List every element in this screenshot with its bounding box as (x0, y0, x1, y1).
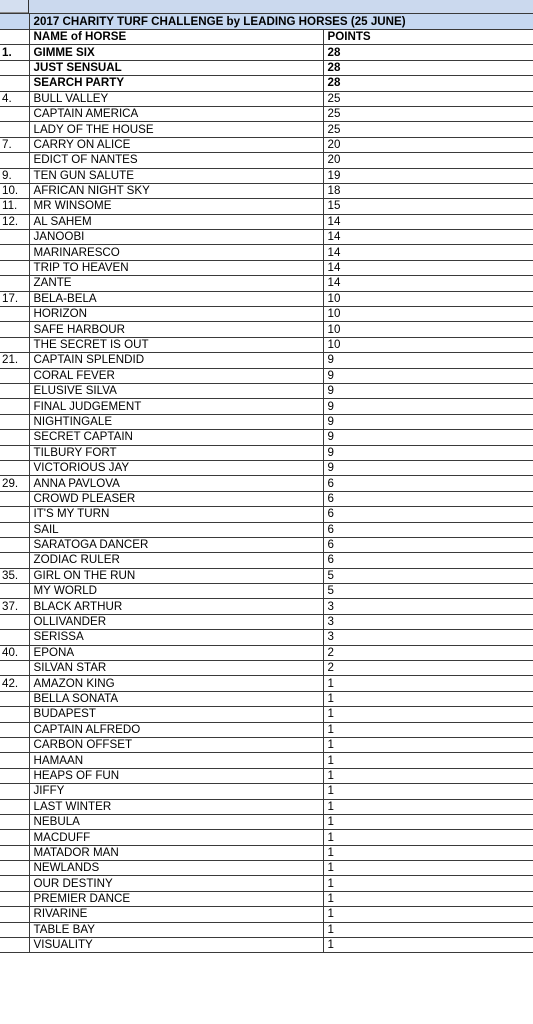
horse-name-cell[interactable]: CORAL FEVER (29, 368, 323, 383)
position-cell[interactable]: 42. (0, 676, 29, 691)
horse-name-cell[interactable]: EPONA (29, 645, 323, 660)
horse-name-cell[interactable]: TILBURY FORT (29, 445, 323, 460)
points-cell[interactable]: 1 (323, 907, 533, 922)
standings-table (0, 13, 533, 953)
table-row (0, 938, 533, 953)
points-cell[interactable]: 1 (323, 784, 533, 799)
horse-name-cell[interactable]: AFRICAN NIGHT SKY (29, 183, 323, 198)
points-cell[interactable]: 10 (323, 291, 533, 306)
table-row (0, 168, 533, 183)
points-cell[interactable]: 9 (323, 368, 533, 383)
points-cell[interactable]: 28 (323, 45, 533, 60)
points-cell[interactable]: 1 (323, 830, 533, 845)
position-cell[interactable]: 29. (0, 476, 29, 491)
sheet-top-strip (0, 0, 533, 13)
position-cell[interactable] (0, 76, 29, 91)
horse-name-cell[interactable]: MATADOR MAN (29, 845, 323, 860)
position-cell[interactable] (0, 322, 29, 337)
table-row (0, 214, 533, 229)
position-cell[interactable] (0, 368, 29, 383)
position-cell[interactable] (0, 230, 29, 245)
position-cell[interactable]: 4. (0, 91, 29, 106)
horse-name-cell[interactable]: EDICT OF NANTES (29, 153, 323, 168)
header-blank-cell[interactable] (0, 30, 29, 45)
points-cell[interactable]: 15 (323, 199, 533, 214)
points-cell[interactable]: 28 (323, 60, 533, 75)
points-cell[interactable]: 9 (323, 414, 533, 429)
points-cell[interactable]: 1 (323, 676, 533, 691)
points-cell[interactable]: 9 (323, 460, 533, 475)
horse-name-cell[interactable]: TRIP TO HEAVEN (29, 260, 323, 275)
table-row (0, 122, 533, 137)
points-cell[interactable]: 1 (323, 753, 533, 768)
points-cell[interactable]: 1 (323, 722, 533, 737)
standings-body (0, 14, 533, 953)
table-row (0, 676, 533, 691)
horse-name-cell[interactable]: HEAPS OF FUN (29, 768, 323, 783)
table-row (0, 91, 533, 106)
points-cell[interactable]: 5 (323, 584, 533, 599)
points-cell[interactable]: 10 (323, 337, 533, 352)
table-row (0, 383, 533, 398)
horse-name-cell[interactable]: MY WORLD (29, 584, 323, 599)
points-cell[interactable]: 25 (323, 122, 533, 137)
table-row (0, 276, 533, 291)
points-cell[interactable]: 10 (323, 307, 533, 322)
table-row (0, 707, 533, 722)
table-row (0, 307, 533, 322)
points-cell[interactable]: 25 (323, 91, 533, 106)
table-row (0, 430, 533, 445)
title-cell-cap (28, 0, 533, 13)
horse-name-cell[interactable]: GIRL ON THE RUN (29, 568, 323, 583)
points-cell[interactable]: 2 (323, 661, 533, 676)
position-cell[interactable] (0, 922, 29, 937)
table-row (0, 845, 533, 860)
points-cell[interactable]: 6 (323, 522, 533, 537)
horse-name-cell[interactable]: SECRET CAPTAIN (29, 430, 323, 445)
position-cell[interactable] (0, 799, 29, 814)
position-cell[interactable] (0, 276, 29, 291)
horse-name-cell[interactable]: TEN GUN SALUTE (29, 168, 323, 183)
table-row (0, 230, 533, 245)
points-cell[interactable]: 1 (323, 861, 533, 876)
position-cell[interactable] (0, 383, 29, 398)
points-cell[interactable]: 3 (323, 599, 533, 614)
points-cell[interactable]: 1 (323, 876, 533, 891)
horse-name-cell[interactable]: BUDAPEST (29, 707, 323, 722)
horse-name-cell[interactable]: CAPTAIN SPLENDID (29, 353, 323, 368)
position-cell[interactable] (0, 907, 29, 922)
position-cell[interactable] (0, 938, 29, 953)
horse-name-cell[interactable]: MACDUFF (29, 830, 323, 845)
position-cell[interactable] (0, 814, 29, 829)
horse-name-cell[interactable]: SILVAN STAR (29, 661, 323, 676)
table-row (0, 460, 533, 475)
position-cell[interactable] (0, 891, 29, 906)
table-row (0, 799, 533, 814)
title-blank-cell[interactable] (0, 14, 29, 30)
horse-name-cell[interactable]: BLACK ARTHUR (29, 599, 323, 614)
table-row (0, 553, 533, 568)
title-row (0, 14, 533, 30)
table-row (0, 183, 533, 198)
table-row (0, 291, 533, 306)
horse-name-cell[interactable]: NEWLANDS (29, 861, 323, 876)
table-row (0, 445, 533, 460)
points-cell[interactable]: 20 (323, 137, 533, 152)
table-row (0, 353, 533, 368)
table-row (0, 784, 533, 799)
position-cell[interactable] (0, 737, 29, 752)
horse-name-cell[interactable]: IT'S MY TURN (29, 507, 323, 522)
table-row (0, 368, 533, 383)
position-cell[interactable] (0, 691, 29, 706)
position-cell[interactable]: 37. (0, 599, 29, 614)
horse-name-cell[interactable]: SERISSA (29, 630, 323, 645)
horse-name-cell[interactable]: ELUSIVE SILVA (29, 383, 323, 398)
horse-name-cell[interactable]: RIVARINE (29, 907, 323, 922)
table-row (0, 491, 533, 506)
horse-name-cell[interactable]: SARATOGA DANCER (29, 537, 323, 552)
position-cell[interactable] (0, 768, 29, 783)
horse-name-cell[interactable]: ANNA PAVLOVA (29, 476, 323, 491)
position-cell[interactable] (0, 661, 29, 676)
points-cell[interactable]: 9 (323, 383, 533, 398)
table-row (0, 260, 533, 275)
position-cell[interactable]: 12. (0, 214, 29, 229)
position-cell[interactable] (0, 707, 29, 722)
header-name[interactable]: NAME of HORSE (29, 30, 323, 45)
points-cell[interactable]: 1 (323, 922, 533, 937)
position-cell[interactable] (0, 106, 29, 121)
table-row (0, 414, 533, 429)
points-cell[interactable]: 1 (323, 737, 533, 752)
table-row (0, 814, 533, 829)
horse-name-cell[interactable]: NIGHTINGALE (29, 414, 323, 429)
horse-name-cell[interactable]: AL SAHEM (29, 214, 323, 229)
table-row (0, 737, 533, 752)
table-row (0, 907, 533, 922)
points-cell[interactable]: 14 (323, 276, 533, 291)
points-cell[interactable]: 6 (323, 476, 533, 491)
table-row (0, 45, 533, 60)
table-row (0, 322, 533, 337)
table-row (0, 337, 533, 352)
points-cell[interactable]: 28 (323, 76, 533, 91)
position-cell[interactable]: 40. (0, 645, 29, 660)
table-row (0, 661, 533, 676)
horse-name-cell[interactable]: GIMME SIX (29, 45, 323, 60)
table-row (0, 60, 533, 75)
table-row (0, 691, 533, 706)
points-cell[interactable]: 3 (323, 630, 533, 645)
points-cell[interactable]: 10 (323, 322, 533, 337)
points-cell[interactable]: 1 (323, 814, 533, 829)
position-cell[interactable] (0, 630, 29, 645)
points-cell[interactable]: 14 (323, 245, 533, 260)
position-cell[interactable] (0, 445, 29, 460)
table-row (0, 568, 533, 583)
table-row (0, 722, 533, 737)
position-cell[interactable]: 10. (0, 183, 29, 198)
table-row (0, 537, 533, 552)
horse-name-cell[interactable]: SAFE HARBOUR (29, 322, 323, 337)
horse-name-cell[interactable]: CROWD PLEASER (29, 491, 323, 506)
table-row (0, 830, 533, 845)
points-cell[interactable]: 14 (323, 230, 533, 245)
table-row (0, 245, 533, 260)
horse-name-cell[interactable]: SEARCH PARTY (29, 76, 323, 91)
points-cell[interactable]: 9 (323, 430, 533, 445)
points-cell[interactable]: 6 (323, 553, 533, 568)
points-cell[interactable]: 20 (323, 153, 533, 168)
position-cell[interactable] (0, 60, 29, 75)
points-cell[interactable]: 2 (323, 645, 533, 660)
horse-name-cell[interactable]: JUST SENSUAL (29, 60, 323, 75)
horse-name-cell[interactable]: CARRY ON ALICE (29, 137, 323, 152)
position-cell[interactable] (0, 122, 29, 137)
horse-name-cell[interactable]: ZANTE (29, 276, 323, 291)
position-cell[interactable] (0, 507, 29, 522)
points-cell[interactable]: 6 (323, 491, 533, 506)
table-row (0, 753, 533, 768)
position-cell[interactable] (0, 553, 29, 568)
table-row (0, 876, 533, 891)
horse-name-cell[interactable]: JIFFY (29, 784, 323, 799)
table-row (0, 199, 533, 214)
horse-name-cell[interactable]: OLLIVANDER (29, 614, 323, 629)
position-cell[interactable] (0, 584, 29, 599)
horse-name-cell[interactable]: NEBULA (29, 814, 323, 829)
position-cell[interactable]: 9. (0, 168, 29, 183)
points-cell[interactable]: 5 (323, 568, 533, 583)
position-cell[interactable] (0, 430, 29, 445)
position-cell[interactable]: 7. (0, 137, 29, 152)
position-cell[interactable]: 17. (0, 291, 29, 306)
horse-name-cell[interactable]: LADY OF THE HOUSE (29, 122, 323, 137)
position-cell[interactable]: 21. (0, 353, 29, 368)
points-cell[interactable]: 6 (323, 507, 533, 522)
points-cell[interactable]: 1 (323, 845, 533, 860)
horse-name-cell[interactable]: CARBON OFFSET (29, 737, 323, 752)
horse-name-cell[interactable]: BELLA SONATA (29, 691, 323, 706)
position-cell[interactable]: 35. (0, 568, 29, 583)
table-row (0, 630, 533, 645)
horse-name-cell[interactable]: BELA-BELA (29, 291, 323, 306)
table-row (0, 861, 533, 876)
table-row (0, 768, 533, 783)
table-row (0, 891, 533, 906)
points-cell[interactable]: 1 (323, 707, 533, 722)
horse-name-cell[interactable]: CAPTAIN ALFREDO (29, 722, 323, 737)
horse-name-cell[interactable]: BULL VALLEY (29, 91, 323, 106)
sheet-title[interactable]: 2017 CHARITY TURF CHALLENGE by LEADING HORSES (25 JUNE) (29, 14, 533, 30)
position-cell[interactable] (0, 861, 29, 876)
table-row (0, 922, 533, 937)
position-cell[interactable] (0, 491, 29, 506)
points-cell[interactable]: 9 (323, 353, 533, 368)
points-cell[interactable]: 6 (323, 537, 533, 552)
horse-name-cell[interactable]: AMAZON KING (29, 676, 323, 691)
position-cell[interactable] (0, 876, 29, 891)
table-row (0, 76, 533, 91)
horse-name-cell[interactable]: PREMIER DANCE (29, 891, 323, 906)
horse-name-cell[interactable]: CAPTAIN AMERICA (29, 106, 323, 121)
points-cell[interactable]: 1 (323, 768, 533, 783)
points-cell[interactable]: 1 (323, 799, 533, 814)
header-points[interactable]: POINTS (323, 30, 533, 45)
position-cell[interactable] (0, 399, 29, 414)
points-cell[interactable]: 18 (323, 183, 533, 198)
position-cell[interactable] (0, 784, 29, 799)
position-cell[interactable] (0, 830, 29, 845)
position-cell[interactable] (0, 414, 29, 429)
position-cell[interactable]: 11. (0, 199, 29, 214)
table-row (0, 614, 533, 629)
horse-name-cell[interactable]: THE SECRET IS OUT (29, 337, 323, 352)
horse-name-cell[interactable]: HAMAAN (29, 753, 323, 768)
position-cell[interactable] (0, 845, 29, 860)
points-cell[interactable]: 9 (323, 399, 533, 414)
position-cell[interactable] (0, 307, 29, 322)
position-cell[interactable] (0, 522, 29, 537)
horse-name-cell[interactable]: JANOOBI (29, 230, 323, 245)
horse-name-cell[interactable]: HORIZON (29, 307, 323, 322)
points-cell[interactable]: 3 (323, 614, 533, 629)
table-row (0, 599, 533, 614)
position-cell[interactable] (0, 153, 29, 168)
header-row (0, 30, 533, 45)
horse-name-cell[interactable]: VICTORIOUS JAY (29, 460, 323, 475)
position-cell[interactable] (0, 460, 29, 475)
points-cell[interactable]: 1 (323, 891, 533, 906)
horse-name-cell[interactable]: MARINARESCO (29, 245, 323, 260)
table-row (0, 106, 533, 121)
points-cell[interactable]: 9 (323, 445, 533, 460)
position-cell[interactable] (0, 337, 29, 352)
points-cell[interactable]: 14 (323, 214, 533, 229)
horse-name-cell[interactable]: ZODIAC RULER (29, 553, 323, 568)
table-row (0, 645, 533, 660)
horse-name-cell[interactable]: OUR DESTINY (29, 876, 323, 891)
table-row (0, 522, 533, 537)
position-cell[interactable] (0, 245, 29, 260)
horse-name-cell[interactable]: TABLE BAY (29, 922, 323, 937)
table-row (0, 137, 533, 152)
position-cell[interactable] (0, 614, 29, 629)
table-row (0, 507, 533, 522)
table-row (0, 476, 533, 491)
points-cell[interactable]: 19 (323, 168, 533, 183)
horse-name-cell[interactable]: MR WINSOME (29, 199, 323, 214)
position-cell[interactable] (0, 753, 29, 768)
points-cell[interactable]: 1 (323, 938, 533, 953)
position-cell[interactable]: 1. (0, 45, 29, 60)
horse-name-cell[interactable]: SAIL (29, 522, 323, 537)
horse-name-cell[interactable]: VISUALITY (29, 938, 323, 953)
position-cell[interactable] (0, 722, 29, 737)
points-cell[interactable]: 1 (323, 691, 533, 706)
points-cell[interactable]: 25 (323, 106, 533, 121)
horse-name-cell[interactable]: LAST WINTER (29, 799, 323, 814)
horse-name-cell[interactable]: FINAL JUDGEMENT (29, 399, 323, 414)
table-row (0, 153, 533, 168)
table-row (0, 584, 533, 599)
table-row (0, 399, 533, 414)
points-cell[interactable]: 14 (323, 260, 533, 275)
position-cell[interactable] (0, 260, 29, 275)
position-cell[interactable] (0, 537, 29, 552)
